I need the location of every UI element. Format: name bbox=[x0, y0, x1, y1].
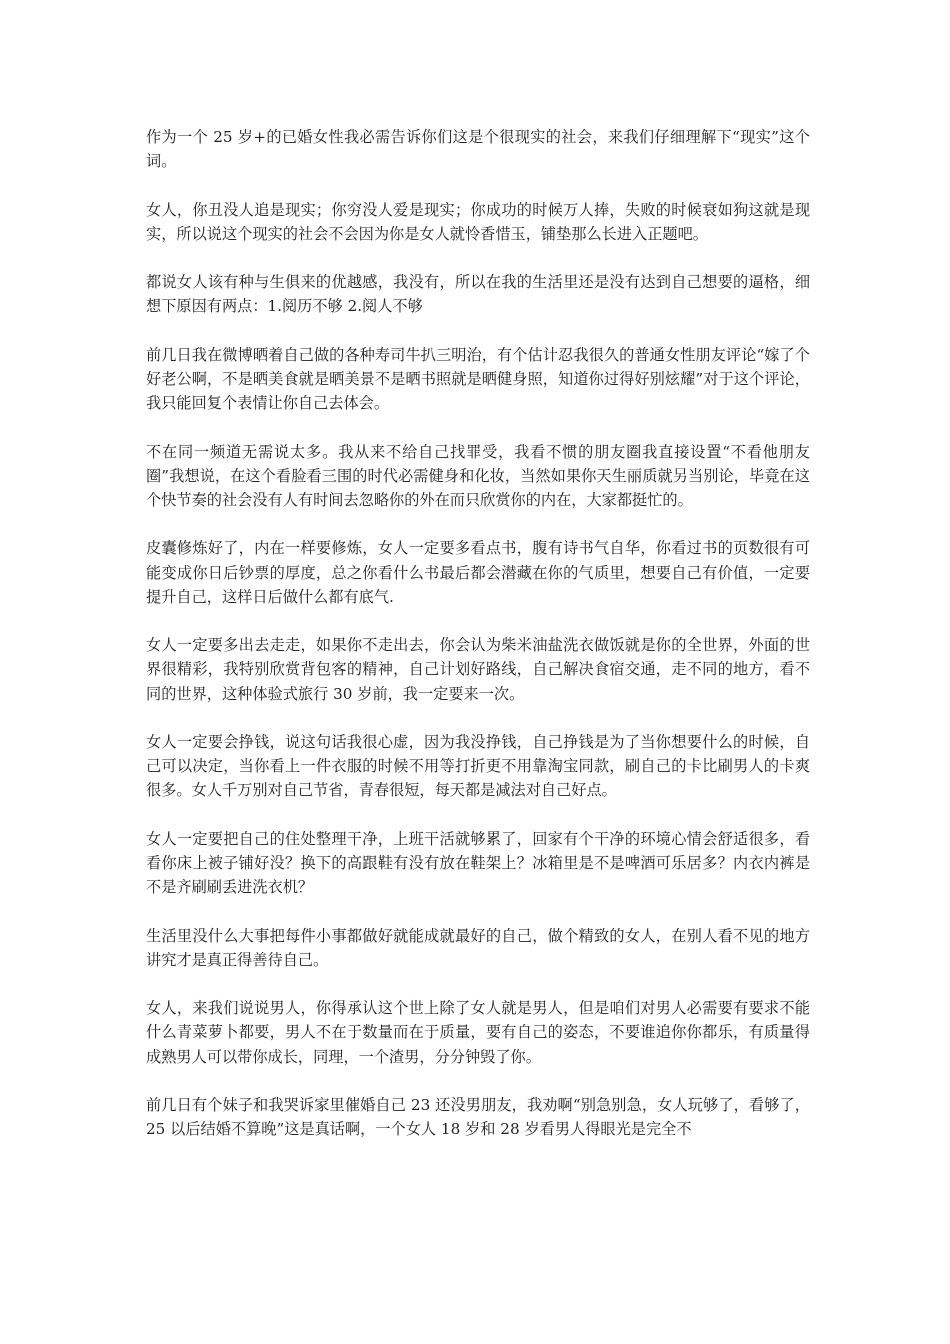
paragraph-9: 女人一定要把自己的住处整理干净，上班干活就够累了，回家有个干净的环境心情会舒适很多，看看你床上被子铺好没？换下的高跟鞋有没有放在鞋架上？冰箱里是不是啤酒可乐居多？内衣内裤是不是齐刷刷丢进洗衣机？ bbox=[146, 829, 810, 897]
paragraph-1: 作为一个 25 岁+的已婚女性我必需告诉你们这是个很现实的社会，来我们仔细理解下“现实”这个词。 bbox=[146, 128, 810, 171]
paragraph-11: 女人，来我们说说男人，你得承认这个世上除了女人就是男人，但是咱们对男人必需要有要求不能什么青菜萝卜都要，男人不在于数量而在于质量，要有自己的姿态，不要谁追你你都乐，有质量得成熟男人可以带你成长，同理，一个渣男，分分钟毁了你。 bbox=[146, 999, 810, 1066]
paragraph-12: 前几日有个妹子和我哭诉家里催婚自己 23 还没男朋友，我劝啊“别急别急，女人玩够了，看够了，25 以后结婚不算晚”这是真话啊，一个女人 18 岁和 28 岁看男人得眼光是完全不 bbox=[146, 1095, 810, 1139]
paragraph-8: 女人一定要会挣钱，说这句话我很心虚，因为我没挣钱，自己挣钱是为了当你想要什么的时候，自己可以决定，当你看上一件衣服的时候不用等打折更不用靠淘宝同款，刷自己的卡比刷男人的卡爽很多。女人千万别对自己节省，青春很短，每天都是减法对自己好点。 bbox=[146, 732, 810, 800]
paragraph-4: 前几日我在微博晒着自己做的各种寿司牛扒三明治，有个估计忍我很久的普通女性朋友评论“嫁了个好老公啊，不是晒美食就是晒美景不是晒书照就是晒健身照，知道你过得好别炫耀”对于这个评论，我只能回复个表情让你自己去体会。 bbox=[146, 345, 810, 413]
paragraph-2: 女人，你丑没人追是现实；你穷没人爱是现实；你成功的时候万人捧，失败的时候衰如狗这就是现实，所以说这个现实的社会不会因为你是女人就怜香惜玉，铺垫那么长进入正题吧。 bbox=[146, 200, 810, 243]
document-body bbox=[146, 125, 810, 1166]
paragraph-10: 生活里没什么大事把每件小事都做好就能成就最好的自己，做个精致的女人，在别人看不见的地方讲究才是真正得善待自己。 bbox=[146, 926, 810, 969]
paragraph-3: 都说女人该有种与生俱来的优越感，我没有，所以在我的生活里还是没有达到自己想要的逼格，细想下原因有两点：1.阅历不够 2.阅人不够 bbox=[146, 273, 810, 316]
paragraph-5: 不在同一频道无需说太多。我从来不给自己找罪受，我看不惯的朋友圈我直接设置“不看他朋友圈”我想说，在这个看脸看三围的时代必需健身和化妆，当然如果你天生丽质就另当别论，毕竟在这个快节奏的社会没有人有时间去忽略你的外在而只欣赏你的内在，大家都挺忙的。 bbox=[146, 442, 810, 509]
paragraph-7: 女人一定要多出去走走，如果你不走出去，你会认为柴米油盐洗衣做饭就是你的全世界，外面的世界很精彩，我特别欣赏背包客的精神，自己计划好路线，自己解决食宿交通，走不同的地方，看不同的世界，这种体验式旅行 30 岁前，我一定要来一次。 bbox=[146, 636, 810, 703]
paragraph-6: 皮囊修炼好了，内在一样要修炼，女人一定要多看点书，腹有诗书气自华，你看过书的页数很有可能变成你日后钞票的厚度，总之你看什么书最后都会潜藏在你的气质里，想要自己有价值，一定要提升自己，这样日后做什么都有底气. bbox=[146, 539, 810, 606]
